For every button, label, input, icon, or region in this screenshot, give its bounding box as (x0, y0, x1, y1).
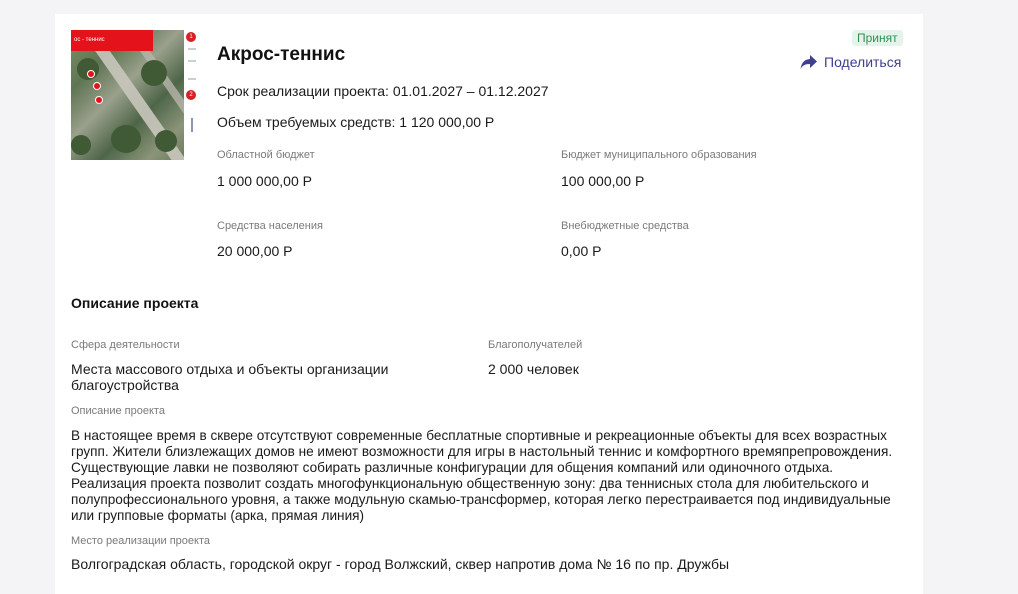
beneficiaries-label: Благополучателей (488, 339, 583, 351)
thumbnail-tick (188, 78, 196, 80)
thumbnail-tick (188, 60, 196, 62)
budget-label-regional: Областной бюджет (217, 149, 315, 161)
share-label: Поделиться (824, 54, 902, 70)
thumbnail-tick (188, 48, 196, 50)
status-badge: Принят (852, 30, 903, 46)
budget-value-municipal: 100 000,00 Р (561, 173, 645, 189)
budget-label-extrabudgetary: Внебюджетные средства (561, 220, 689, 232)
thumbnail-tree (111, 125, 141, 153)
budget-label-population: Средства населения (217, 220, 323, 232)
thumbnail-marker (93, 82, 101, 90)
description-label: Описание проекта (71, 405, 165, 417)
section-title-description: Описание проекта (71, 295, 199, 311)
thumbnail-marker (87, 70, 95, 78)
location-value: Волгоградская область, городской округ - город Волжский, сквер напротив дома № 16 по пр. Дружбы (71, 556, 730, 572)
budget-value-extrabudgetary: 0,00 Р (561, 243, 602, 259)
share-arrow-icon (800, 54, 818, 70)
map-pin-icon: 2 (186, 90, 196, 100)
project-card (55, 14, 923, 594)
project-period: Срок реализации проекта: 01.01.2027 – 01.12.2027 (217, 83, 549, 99)
location-label: Место реализации проекта (71, 535, 210, 547)
thumbnail-marker (95, 96, 103, 104)
description-text: В настоящее время в сквере отсутствуют современные бесплатные спортивные и рекреационные объекты для всех возрастных групп. Жители близлежащих домов не имеют возможности для игры в настольный теннис и комфортного времяпрепровождения. Существующие лавки не позволяют собирать различные конфигурации для общения компаний или одиночного отдыха. Реализация проекта позволит создать многофункциональную общественную зону: два теннисных стола для любительского и полупрофессионального уровня, а также модульную скамью-трансформер, которая легко перестраивается под индивидуальные или групповые форматы (арка, прямая линия) (71, 428, 893, 523)
share-button[interactable] (800, 54, 901, 70)
budget-value-regional: 1 000 000,00 Р (217, 173, 312, 189)
thumbnail-tree (155, 130, 177, 152)
thumbnail-tree (71, 135, 91, 155)
project-thumbnail[interactable] (71, 30, 184, 160)
sphere-label: Сфера деятельности (71, 339, 180, 351)
beneficiaries-value: 2 000 человек (488, 361, 579, 377)
budget-label-municipal: Бюджет муниципального образования (561, 149, 757, 161)
thumbnail-side-strip (184, 30, 201, 160)
sphere-value: Места массового отдыха и объекты организации благоустройства (71, 361, 389, 393)
thumbnail-bar (191, 118, 193, 132)
thumbnail-banner: ос - теннис (71, 30, 153, 51)
project-funds: Объем требуемых средств: 1 120 000,00 Р (217, 114, 495, 130)
project-title: Акрос-теннис (217, 44, 346, 65)
budget-value-population: 20 000,00 Р (217, 243, 293, 259)
thumbnail-tree (141, 60, 167, 86)
map-pin-icon: 1 (186, 32, 196, 42)
